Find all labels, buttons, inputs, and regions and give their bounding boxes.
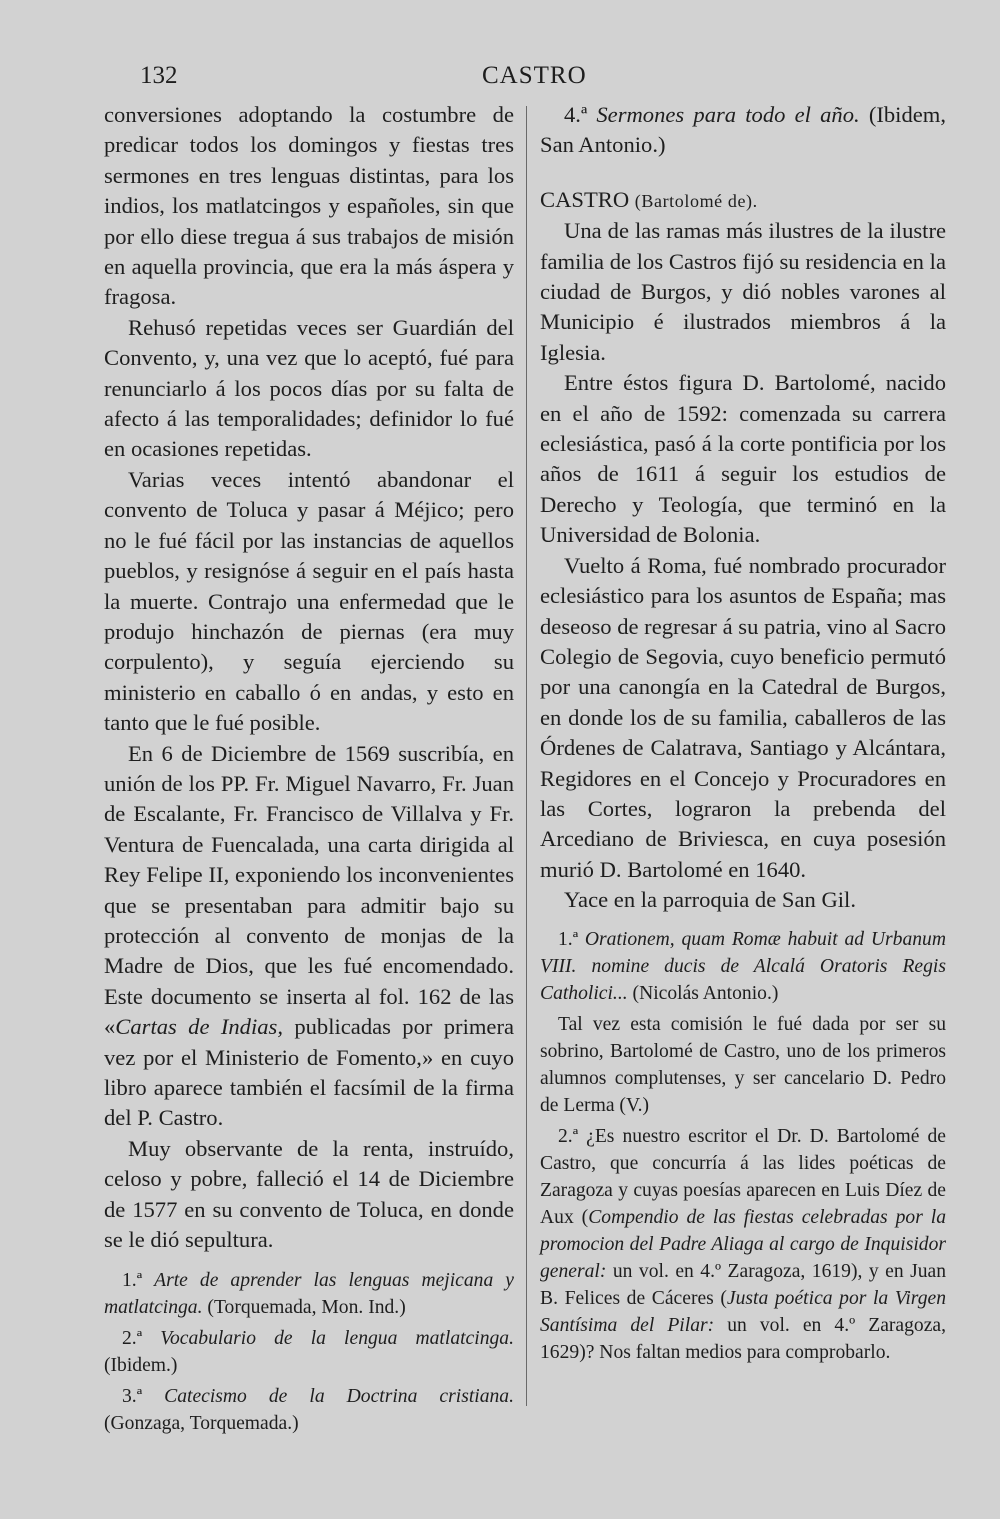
note-title: Catecismo de la Doctrina cristiana. — [164, 1386, 514, 1408]
right-note-2 — [540, 1123, 946, 1366]
note-4 — [540, 100, 946, 161]
note-source: (Nicolás Antonio.) — [627, 982, 779, 1004]
right-paragraph-4: Yace en la parroquia de San Gil. — [564, 887, 856, 913]
note-title: Arte de aprender las lenguas mejicana y matlatcinga. — [104, 1270, 514, 1319]
note-number: 1.ª — [122, 1270, 143, 1292]
page-number: 132 — [140, 62, 178, 89]
note-source: (Ibidem.) — [104, 1355, 178, 1377]
note-number: 2.ª — [558, 1125, 579, 1147]
note-source: (Torquemada, Mon. Ind.) — [202, 1297, 406, 1319]
entry-heading-name: CASTRO — [540, 186, 630, 212]
left-paragraph-2: Rehusó repetidas veces ser Guardián del Convento, y, una vez que lo aceptó, fué para renunciarlo á los pocos días por su falta de afecto á las temporalidades; definidor lo fué en ocasiones repetidas. — [104, 314, 514, 462]
running-head: CASTRO — [482, 62, 587, 89]
note-text: un vol. en 4.º Zaragoza, 1619), y en Juan B. Felices de Cáceres ( — [540, 1260, 946, 1309]
right-paragraph-3: Vuelto á Roma, fué nombrado procurador eclesiástico para los asuntos de España; mas deseoso de regresar á su patria, vino al Sacro Colegio de Segovia, cuyo beneficio permutó por una canongía en la Catedral de Burgos, en donde los de su familia, caballeros de las Órdenes de Calatrava, Santiago y Alcántara, Regidores en el Concejo y Procuradores en las Cortes, lograron la prebenda del Arcediano de Briviesca, en cuya posesión murió D. Bartolomé en 1640. — [540, 552, 946, 882]
note-number: 2.ª — [122, 1328, 143, 1350]
entry-heading-given: (Bartolomé de). — [634, 190, 758, 211]
note-source: (Gonzaga, Torquemada.) — [104, 1413, 299, 1435]
p4-text-end: publicadas por primera vez por el Ministerio de Fomento,» en cuyo libro aparece también el facsímil de la firma del P. Castro. — [104, 1014, 515, 1131]
note-text: un vol. en 4.º Zaragoza, 1629)? Nos faltan medios para comprobarlo. — [540, 1314, 946, 1363]
entry-heading — [540, 185, 946, 216]
left-paragraph-3: Varias veces intentó abandonar el convento de Toluca y pasar á Méjico; pero no le fué fácil por las instancias de aquellos pueblos, y resignóse á seguir en el país hasta la muerte. Contrajo una enfermedad que le produjo hinchazón de piernas (era muy corpulento), y seguía ejerciendo su ministerio en caballo ó en andas, y esto en tanto que le fué posible. — [104, 466, 514, 736]
note-3 — [104, 1383, 514, 1437]
note-title: Sermones para todo el año. — [596, 102, 860, 127]
note-2 — [104, 1325, 514, 1379]
left-paragraph-4 — [104, 739, 514, 1134]
note-number: 1.ª — [558, 928, 579, 950]
note-source: (Ibidem, San Antonio.) — [540, 102, 946, 158]
p4-title: Cartas de Indias, — [115, 1014, 283, 1040]
note-title: Vocabulario de la lengua matlatcinga. — [160, 1328, 514, 1350]
note-title: Justa poética por la Virgen Santísima del Pilar: — [540, 1287, 946, 1336]
column-divider — [526, 106, 527, 1406]
right-paragraph-2: Entre éstos figura D. Bartolomé, nacido en el año de 1592: comenzada su carrera eclesiástica, pasó á la corte pontificia por los años de 1611 á seguir los estudios de Derecho y Teología, que terminó en la Universidad de Bolonia. — [540, 370, 946, 548]
note-number: 3.ª — [122, 1386, 143, 1408]
left-paragraph-5: Muy observante de la renta, instruído, celoso y pobre, falleció el 14 de Diciembre de 1577 en su convento de Toluca, en donde se le dió sepultura. — [104, 1135, 514, 1253]
right-note-1-comment: Tal vez esta comisión le fué dada por ser su sobrino, Bartolomé de Castro, uno de los primeros alumnos complutenses, y ser cancelario D. Pedro de Lerma (V.) — [540, 1013, 946, 1116]
note-title: Orationem, quam Romæ habuit ad Urbanum VIII. nomine ducis de Alcalá Oratoris Regis Catholici... — [540, 928, 946, 1004]
note-1 — [104, 1267, 514, 1321]
note-number: 4.ª — [564, 102, 588, 127]
note-text: ¿Es nuestro escritor el Dr. D. Bartolomé de Castro, que concurría á las lides poéticas de Zaragoza y cuyas poesías aparecen en Luis Díez de Aux ( — [540, 1125, 946, 1228]
left-notes — [104, 1267, 514, 1437]
note-title: Compendio de las fiestas celebradas por la promocion del Padre Aliaga al cargo de Inquisidor general: — [540, 1206, 946, 1282]
right-note-1 — [540, 926, 946, 1007]
left-paragraph-1: conversiones adoptando la costumbre de predicar todos los domingos y fiestas tres sermones en tres lenguas distintas, para los indios, los matlatcingos y españoles, sin que por ello diese tregua á sus trabajos de misión en aquella provincia, que era la más áspera y fragosa. — [104, 102, 514, 310]
right-notes — [540, 926, 946, 1366]
p4-text: En 6 de Diciembre de 1569 suscribía, en unión de los PP. Fr. Miguel Navarro, Fr. Juan de Escalante, Fr. Francisco de Villalva y Fr. Ventura de Fuencalada, una carta dirigida al Rey Felipe II, exponiendo los inconvenientes que se presentaban para admitir bajo su protección al convento de monjas de la Madre de Dios, que les fué encomendado. Este documento se inserta al fol. 162 de las « — [104, 740, 514, 1040]
right-column — [540, 100, 946, 1366]
right-paragraph-1: Una de las ramas más ilustres de la ilustre familia de los Castros fijó su residencia en la ciudad de Burgos, y dió nobles varones al Municipio é ilustrados miembros á la Iglesia. — [540, 218, 946, 365]
left-column — [104, 100, 514, 1437]
